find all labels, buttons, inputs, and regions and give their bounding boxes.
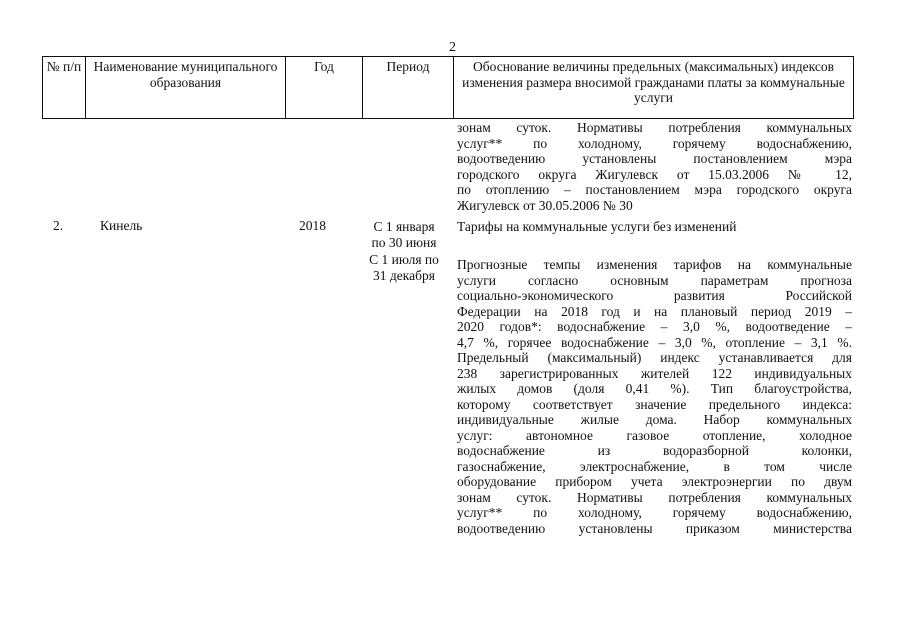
first-period-basis: Тарифы на коммунальные услуги без изменений bbox=[457, 219, 737, 234]
text-line: 238 зарегистрированных жителей 122 индивидуальных bbox=[457, 365, 852, 381]
text-line: жилых домов (доля 0,41 %). Тип благоустройства, bbox=[457, 381, 852, 396]
text-line: Прогнозные темпы изменения тарифов на коммунальные bbox=[457, 257, 852, 272]
period-line: С 1 января bbox=[373, 219, 435, 234]
text-line: Федерации на 2018 год и на плановый период 2019 – bbox=[457, 303, 852, 319]
text-line: зонам суток. Нормативы потребления коммунальных bbox=[457, 489, 852, 505]
header-municipality: Наименование муниципального образования bbox=[86, 57, 286, 119]
text-line: водоснабжение из водоразборной колонки, bbox=[457, 443, 852, 458]
period-cell bbox=[356, 219, 452, 283]
row-number: 2. bbox=[53, 218, 64, 233]
text-line: услуги согласно основным параметрам прогноза bbox=[457, 272, 852, 288]
text-line: услуг** по холодному, горячему водоснабжению, bbox=[457, 135, 852, 151]
header-number: № п/п bbox=[43, 57, 86, 119]
text-line: Предельный (максимальный) индекс устанавливается для bbox=[457, 350, 852, 365]
header-year: Год bbox=[286, 57, 363, 119]
header-period: Период bbox=[363, 57, 454, 119]
text-line: водоотведению установлены приказом министерства bbox=[457, 520, 852, 536]
text-line: газоснабжение, электроснабжение, в том числе bbox=[457, 458, 852, 474]
text-line: по отоплению – постановлением мэра городского округа bbox=[457, 182, 852, 197]
period-line: по 30 июня bbox=[371, 234, 437, 250]
text-line: которому соответствует значение предельного индекса: bbox=[457, 396, 852, 412]
text-line: городского округа Жигулевск от 15.03.2006 № 12, bbox=[457, 166, 852, 182]
second-period-basis bbox=[457, 257, 852, 536]
text-line: услуг: автономное газовое отопление, холодное bbox=[457, 427, 852, 443]
text-line: 2020 годов*: водоснабжение – 3,0 %, водоотведение – bbox=[457, 319, 852, 334]
period-line: С 1 июля по bbox=[369, 252, 439, 267]
text-line: водоотведению установлены постановлением мэра bbox=[457, 151, 852, 166]
municipality-name: Кинель bbox=[100, 218, 143, 233]
period-line: 31 декабря bbox=[373, 267, 435, 283]
text-line: Жигулевск от 30.05.2006 № 30 bbox=[457, 197, 633, 213]
text-line: социально-экономического развития Российской bbox=[457, 288, 852, 303]
header-basis: Обоснование величины предельных (максимальных) индексов изменения размера вносимой гражданами платы за коммунальные услуги bbox=[454, 57, 854, 119]
text-line: услуг** по холодному, горячему водоснабжению, bbox=[457, 505, 852, 520]
row-year: 2018 bbox=[299, 218, 326, 233]
text-line: зонам суток. Нормативы потребления коммунальных bbox=[457, 120, 852, 135]
continuation-text bbox=[457, 120, 852, 213]
table-header bbox=[42, 56, 854, 119]
page-number: 2 bbox=[449, 40, 456, 55]
text-line: оборудование прибором учета электроэнергии по двум bbox=[457, 474, 852, 489]
text-line: индивидуальные жилые дома. Набор коммунальных bbox=[457, 412, 852, 427]
text-line: 4,7 %, горячее водоснабжение – 3,0 %, отопление – 3,1 %. bbox=[457, 334, 852, 350]
